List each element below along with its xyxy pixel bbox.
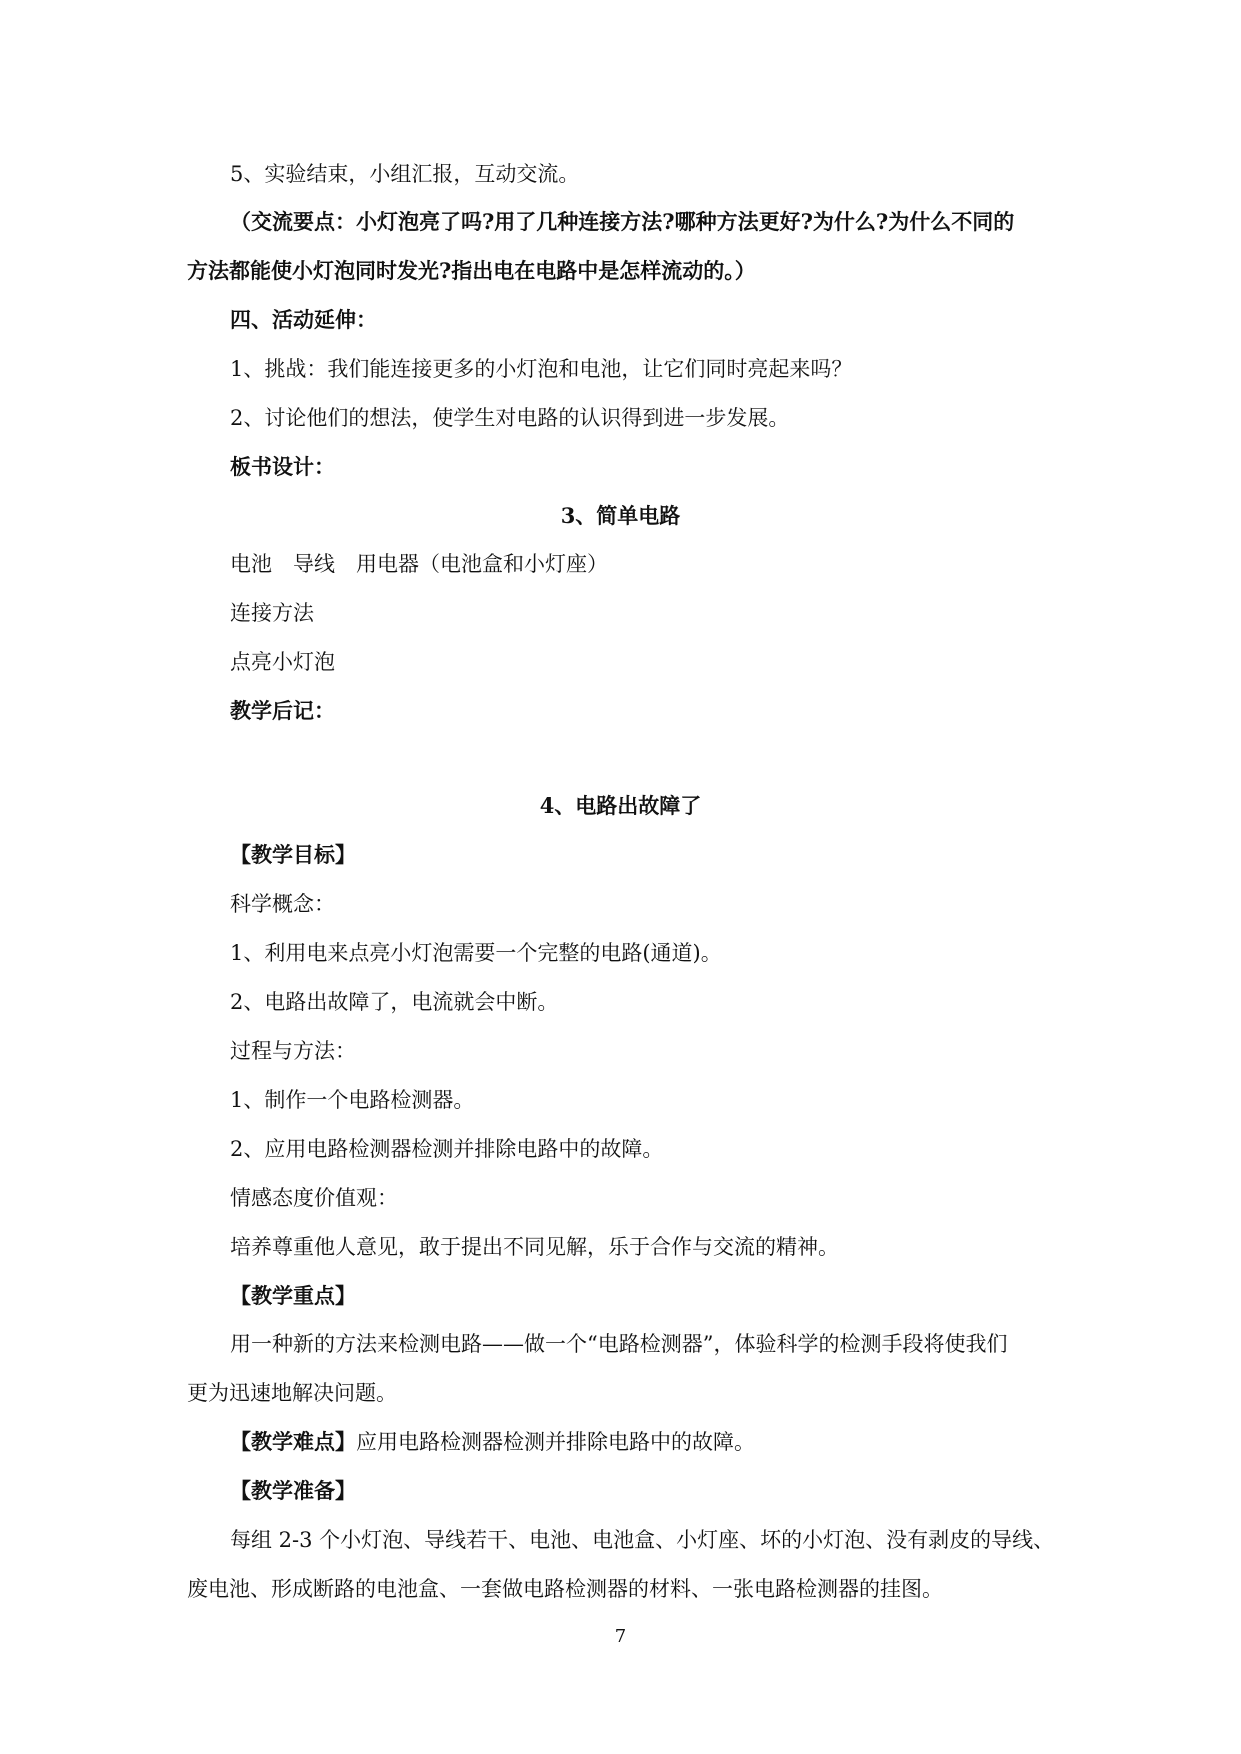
board-title: 3、简单电路: [560, 503, 681, 528]
board-line-1: 电池 导线 用电器（电池盒和小灯座）: [230, 552, 608, 576]
attitude-values-label: 情感态度价值观：: [230, 1186, 398, 1210]
preparation-line-1: 每组 2-3 个小灯泡、导线若干、电池、电池盒、小灯座、坏的小灯泡、没有剥皮的导线、: [230, 1528, 1055, 1552]
difficulty-text: 应用电路检测器检测并排除电路中的故障。: [356, 1430, 755, 1454]
concept-item-2: 2、电路出故障了，电流就会中断。: [230, 990, 559, 1014]
section-heading-extension: 四、活动延伸：: [230, 307, 377, 332]
board-line-2: 连接方法: [230, 601, 314, 625]
process-item-1: 1、制作一个电路检测器。: [230, 1088, 475, 1112]
key-points-line-1: 用一种新的方法来检测电路——做一个“电路检测器”，体验科学的检测手段将使我们: [230, 1332, 1008, 1356]
page-number: 7: [614, 1626, 627, 1647]
concept-item-1: 1、利用电来点亮小灯泡需要一个完整的电路(通道)。: [230, 941, 722, 965]
goals-heading: 【教学目标】: [230, 842, 356, 867]
process-method-label: 过程与方法：: [230, 1039, 356, 1063]
difficulty-heading: 【教学难点】: [230, 1429, 356, 1454]
step-5-text: 5、实验结束，小组汇报，互动交流。: [230, 162, 580, 186]
discussion-points-line-1: （交流要点：小灯泡亮了吗?用了几种连接方法?哪种方法更好?为什么?为什么不同的: [230, 209, 1015, 234]
preparation-line-2: 废电池、形成断路的电池盒、一套做电路检测器的材料、一张电路检测器的挂图。: [187, 1577, 943, 1601]
extension-item-1: 1、挑战：我们能连接更多的小灯泡和电池，让它们同时亮起来吗？: [230, 357, 853, 381]
key-points-line-2: 更为迅速地解决问题。: [187, 1381, 397, 1405]
key-points-heading: 【教学重点】: [230, 1283, 356, 1308]
lesson-title: 4、电路出故障了: [539, 793, 702, 818]
board-design-heading: 板书设计：: [230, 454, 335, 479]
preparation-heading: 【教学准备】: [230, 1478, 356, 1503]
process-item-2: 2、应用电路检测器检测并排除电路中的故障。: [230, 1137, 664, 1161]
extension-item-2: 2、讨论他们的想法，使学生对电路的认识得到进一步发展。: [230, 406, 790, 430]
difficulty-line: [230, 1428, 755, 1456]
board-line-3: 点亮小灯泡: [230, 650, 335, 674]
teaching-notes-heading: 教学后记：: [230, 698, 335, 723]
attitude-values-text: 培养尊重他人意见，敢于提出不同见解，乐于合作与交流的精神。: [230, 1235, 839, 1259]
discussion-points-line-2: 方法都能使小灯泡同时发光?指出电在电路中是怎样流动的。）: [187, 258, 756, 283]
science-concept-label: 科学概念：: [230, 892, 335, 916]
